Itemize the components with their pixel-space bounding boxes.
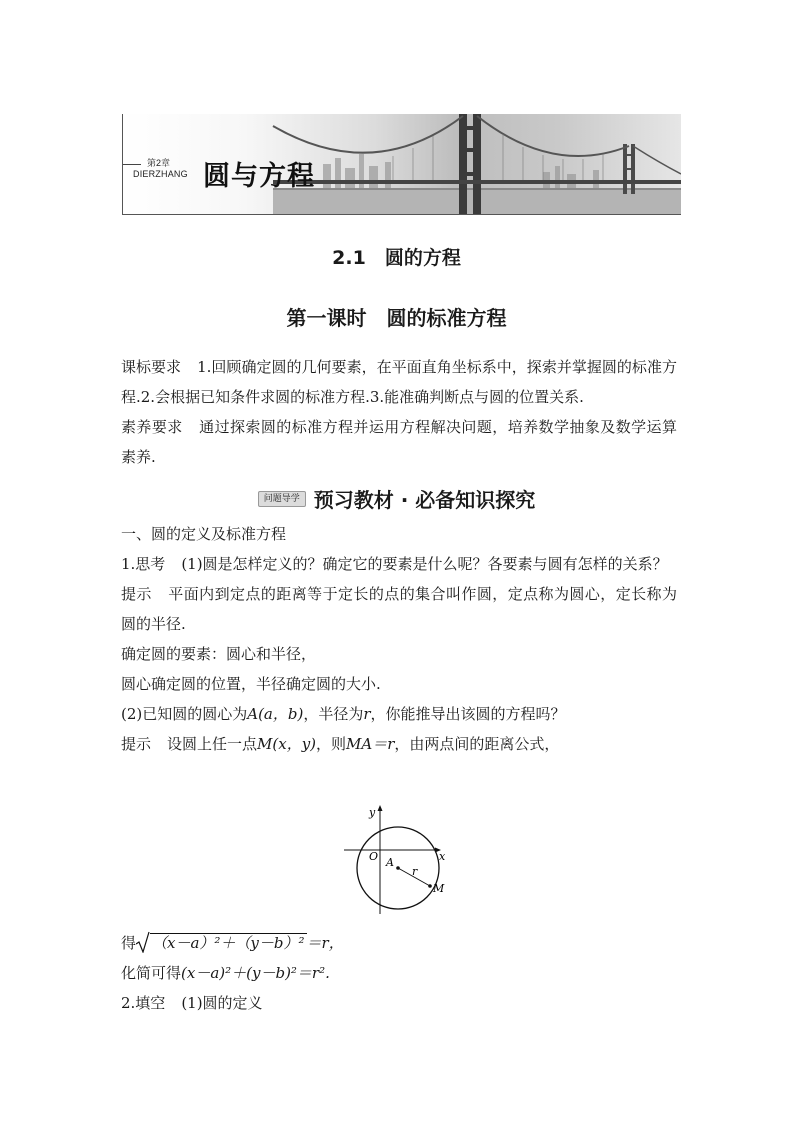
chapter-pinyin: DIERZHANG <box>133 169 188 179</box>
section-title: 2.1 圆的方程 <box>332 247 461 269</box>
radius-label: r <box>412 865 418 878</box>
chapter-rule <box>123 164 141 165</box>
hint-1 <box>121 579 677 639</box>
center-point <box>396 866 400 870</box>
curriculum-label: 课标要求 <box>121 358 182 376</box>
derivation-block <box>121 928 677 1018</box>
content-block <box>121 519 677 759</box>
curriculum-text: 1.回顾确定圆的几何要素，在平面直角坐标系中，探索并掌握圆的标准方程.2.会根据已知条件求圆的标准方程.3.能准确判断点与圆的位置关系. <box>121 358 677 406</box>
question-1 <box>121 549 677 579</box>
hint-2: 提示 设圆上任一点M(x，y)，则MA＝r，由两点间的距离公式， <box>121 735 560 753</box>
requirements-block <box>121 352 677 472</box>
fill-label: 2.填空 <box>121 994 166 1012</box>
fill-text: (1)圆的定义 <box>181 994 263 1012</box>
subheading: 一、圆的定义及标准方程 <box>121 525 287 543</box>
center-expression: A(a，b) <box>247 705 304 723</box>
chapter-banner <box>122 114 681 215</box>
question-1-text: (1)圆是怎样定义的？确定它的要素是什么呢？各要素与圆有怎样的关系？ <box>181 555 668 573</box>
curriculum-requirement <box>121 352 677 412</box>
sqrt-expression: （x－a）²＋（y－b）² <box>152 934 305 952</box>
x-label: x <box>439 850 446 863</box>
circle-diagram <box>340 802 460 922</box>
literacy-text: 通过探索圆的标准方程并运用方程解决问题，培养数学抽象及数学运算素养. <box>121 418 677 466</box>
hint-2-label: 提示 <box>121 735 152 753</box>
preview-title: 预习教材 · 必备知识探究 <box>313 488 536 512</box>
y-axis-arrow <box>378 805 383 811</box>
point-expression: M(x，y) <box>257 735 317 753</box>
point-m <box>428 884 432 888</box>
circle-figure <box>340 802 460 926</box>
m-label: M <box>433 882 445 895</box>
preview-badge: 问题导学 <box>258 491 306 507</box>
radius-symbol: r <box>363 705 371 723</box>
hint-1-label: 提示 <box>121 585 152 603</box>
hint-1-text: 平面内到定点的距离等于定长的点的集合叫作圆，定点称为圆心，定长称为圆的半径. <box>121 585 677 633</box>
origin-label: O <box>369 850 379 863</box>
chapter-tag <box>133 158 188 180</box>
literacy-label: 素养要求 <box>121 418 183 436</box>
sqrt-icon <box>136 931 150 953</box>
y-label: y <box>369 806 376 819</box>
simplified-equation: 化简可得(x－a)²＋(y－b)²＝r². <box>121 964 330 982</box>
distance-equation: 得 （x－a）²＋（y－b）² ＝r， <box>121 928 677 958</box>
literacy-requirement <box>121 412 677 472</box>
chapter-title: 圆与方程 <box>203 161 315 192</box>
standard-equation: (x－a)²＋(y－b)²＝r². <box>181 964 330 982</box>
elements-line: 确定圆的要素：圆心和半径， <box>121 645 317 663</box>
fill-in <box>121 988 677 1018</box>
question-2: (2)已知圆的圆心为A(a，b)，半径为r，你能推导出该圆的方程吗？ <box>121 705 566 723</box>
center-label: A <box>386 856 394 869</box>
position-line: 圆心确定圆的位置，半径确定圆的大小. <box>121 675 381 693</box>
question-1-label: 1.思考 <box>121 555 166 573</box>
chapter-number: 第2章 <box>147 158 171 168</box>
lesson-title: 第一课时 圆的标准方程 <box>286 306 507 330</box>
distance-expression: MA＝r <box>346 735 395 753</box>
preview-header <box>0 484 793 513</box>
